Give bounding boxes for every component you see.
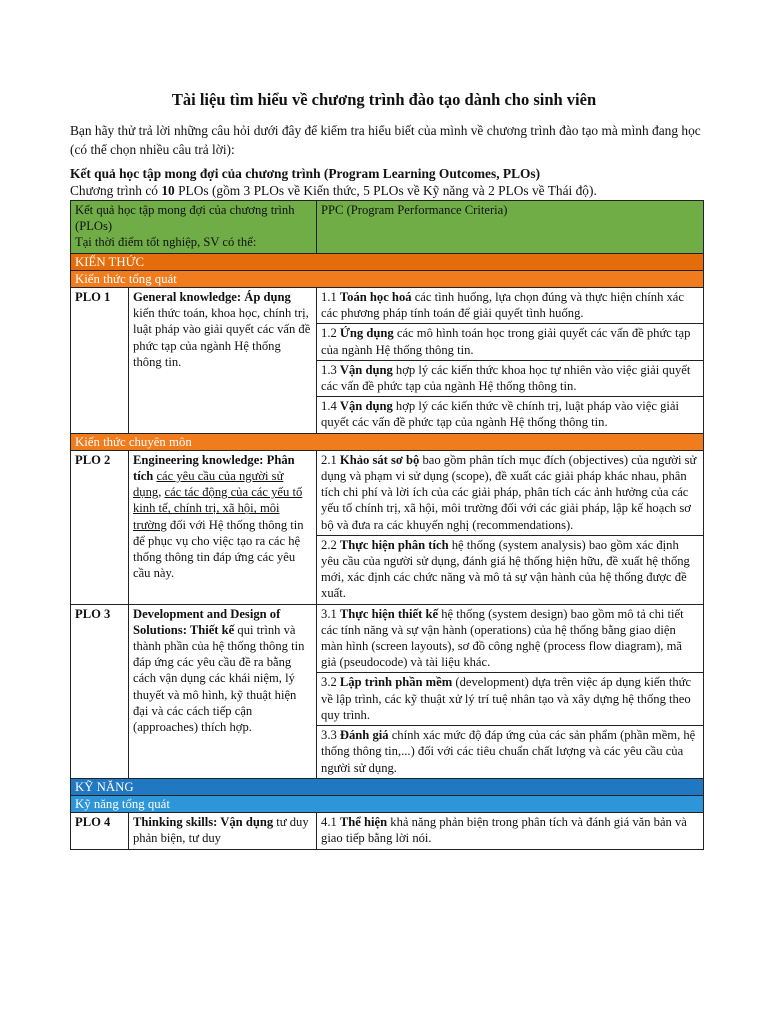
- ppc-cell: 2.1 Khảo sát sơ bộ bao gồm phân tích mục đích (objectives) của người sử dụng và phạm vi sử dụng (scope), đề xuất các giải pháp khác nhau, phân tích chi phí và lời ích của các giải pháp, phân tích các ảnh hưởng của các yếu tố chính trị, xã hội, môi trường đối với các giải pháp, lập kế hoạch sơ bộ và đưa ra các khuyến nghị (recommendations).: [317, 450, 704, 535]
- plo-id: PLO 2: [71, 450, 129, 604]
- header-ppc: PPC (Program Performance Criteria): [317, 201, 704, 254]
- plo-description: Development and Design of Solutions: Thiết kế qui trình và thành phần của hệ thống thông tin đáp ứng các yêu cầu đề ra bằng cách vận dụng các khái niệm, lý thuyết và mô hình, kỹ thuật hiện đại và các cách tiếp cận (approaches) thích hợp.: [129, 604, 317, 778]
- plo-count: 10: [161, 183, 175, 198]
- ppc-cell: 3.2 Lập trình phần mềm (development) dựa trên việc áp dụng kiến thức về lập trình, các kỹ thuật xử lý trí tuệ nhân tạo và xây dựng hệ thống theo quy trình.: [317, 673, 704, 726]
- subgroup-row-kt-tong-quat: Kiến thức tổng quát: [71, 270, 704, 287]
- group-row-kien-thuc: KIẾN THỨC: [71, 253, 704, 270]
- table-row: [71, 288, 704, 324]
- plo-description: General knowledge: Áp dụng kiến thức toán, khoa học, chính trị, luật pháp vào giải quyết các vấn đề phức tạp của ngành Hệ thống thông tin.: [129, 288, 317, 434]
- ppc-cell: 2.2 Thực hiện phân tích hệ thống (system analysis) bao gồm xác định yêu cầu của người sử dụng, đánh giá hệ thống hiện hữu, đề xuất hệ thống mới, xác định các chức năng và mô tả sự vận hành của hệ thống được đề xuất.: [317, 535, 704, 604]
- ppc-cell: 4.1 Thể hiện khả năng phản biện trong phân tích và đánh giá văn bản và giao tiếp bằng lời nói.: [317, 813, 704, 849]
- subgroup-row-kt-chuyen-mon: Kiến thức chuyên môn: [71, 433, 704, 450]
- table-row: [71, 813, 704, 849]
- ppc-cell: 1.3 Vận dụng hợp lý các kiến thức khoa học tự nhiên vào việc giải quyết các vấn đề phức tạp của ngành Hệ thống thông tin.: [317, 360, 704, 396]
- ppc-cell: 1.1 Toán học hoá các tình huống, lựa chọn đúng và thực hiện chính xác các phương pháp tính toán để giải quyết tình huống.: [317, 288, 704, 324]
- ppc-cell: 3.1 Thực hiện thiết kế hệ thống (system design) bao gồm mô tả chi tiết các tính năng và sự vận hành (operations) của hệ thống bằng giao diện màn hình (screen layouts), sơ đồ công nghệ (process flow diagram), mã giả (pseudocode) và tài liệu khác.: [317, 604, 704, 673]
- plo-id: PLO 4: [71, 813, 129, 849]
- plo-description: Thinking skills: Vận dụng tư duy phản biện, tư duy: [129, 813, 317, 849]
- intro-paragraph: Bạn hãy thử trả lời những câu hỏi dưới đây để kiểm tra hiểu biết của mình về chương trình đào tạo mà mình đang học (có thể chọn nhiều câu trả lời):: [70, 123, 701, 157]
- subgroup-row-kn-tong-quat: Kỹ năng tổng quát: [71, 795, 704, 812]
- group-row-ky-nang: KỸ NĂNG: [71, 778, 704, 795]
- table-header-row: [71, 201, 704, 254]
- table-row: [71, 450, 704, 535]
- plo-description: Engineering knowledge: Phân tích các yêu cầu của người sử dụng, các tác động của các yếu tố kinh tế, chính trị, xã hội, môi trường đối với Hệ thống thông tin để phục vụ cho việc tạo ra các hệ thống thông tin đáp ứng các yêu cầu này.: [129, 450, 317, 604]
- ppc-cell: 3.3 Đánh giá chính xác mức độ đáp ứng của các sản phẩm (phần mềm, hệ thống thông tin,...) đối với các tiêu chuẩn chất lượng và các yêu cầu của người sử dụng.: [317, 726, 704, 779]
- plo-id: PLO 3: [71, 604, 129, 778]
- ppc-cell: 1.4 Vận dụng hợp lý các kiến thức về chính trị, luật pháp vào việc giải quyết các vấn đề phức tạp của ngành Hệ thống thông tin.: [317, 397, 704, 433]
- section-description: Chương trình có 10 PLOs (gồm 3 PLOs về Kiến thức, 5 PLOs về Kỹ năng và 2 PLOs về Thái độ).: [70, 183, 597, 198]
- plo-id: PLO 1: [71, 288, 129, 434]
- ppc-cell: 1.2 Ứng dụng các mô hình toán học trong giải quyết các vấn đề phức tạp của ngành Hệ thống thông tin.: [317, 324, 704, 360]
- header-plos: Kết quả học tập mong đợi của chương trình (PLOs) Tại thời điểm tốt nghiệp, SV có thể:: [71, 201, 317, 254]
- document-title: Tài liệu tìm hiểu về chương trình đào tạo dành cho sinh viên: [171, 90, 597, 109]
- table-row: [71, 604, 704, 673]
- section-title: Kết quả học tập mong đợi của chương trình (Program Learning Outcomes, PLOs): [70, 166, 541, 181]
- plo-table: [70, 200, 704, 850]
